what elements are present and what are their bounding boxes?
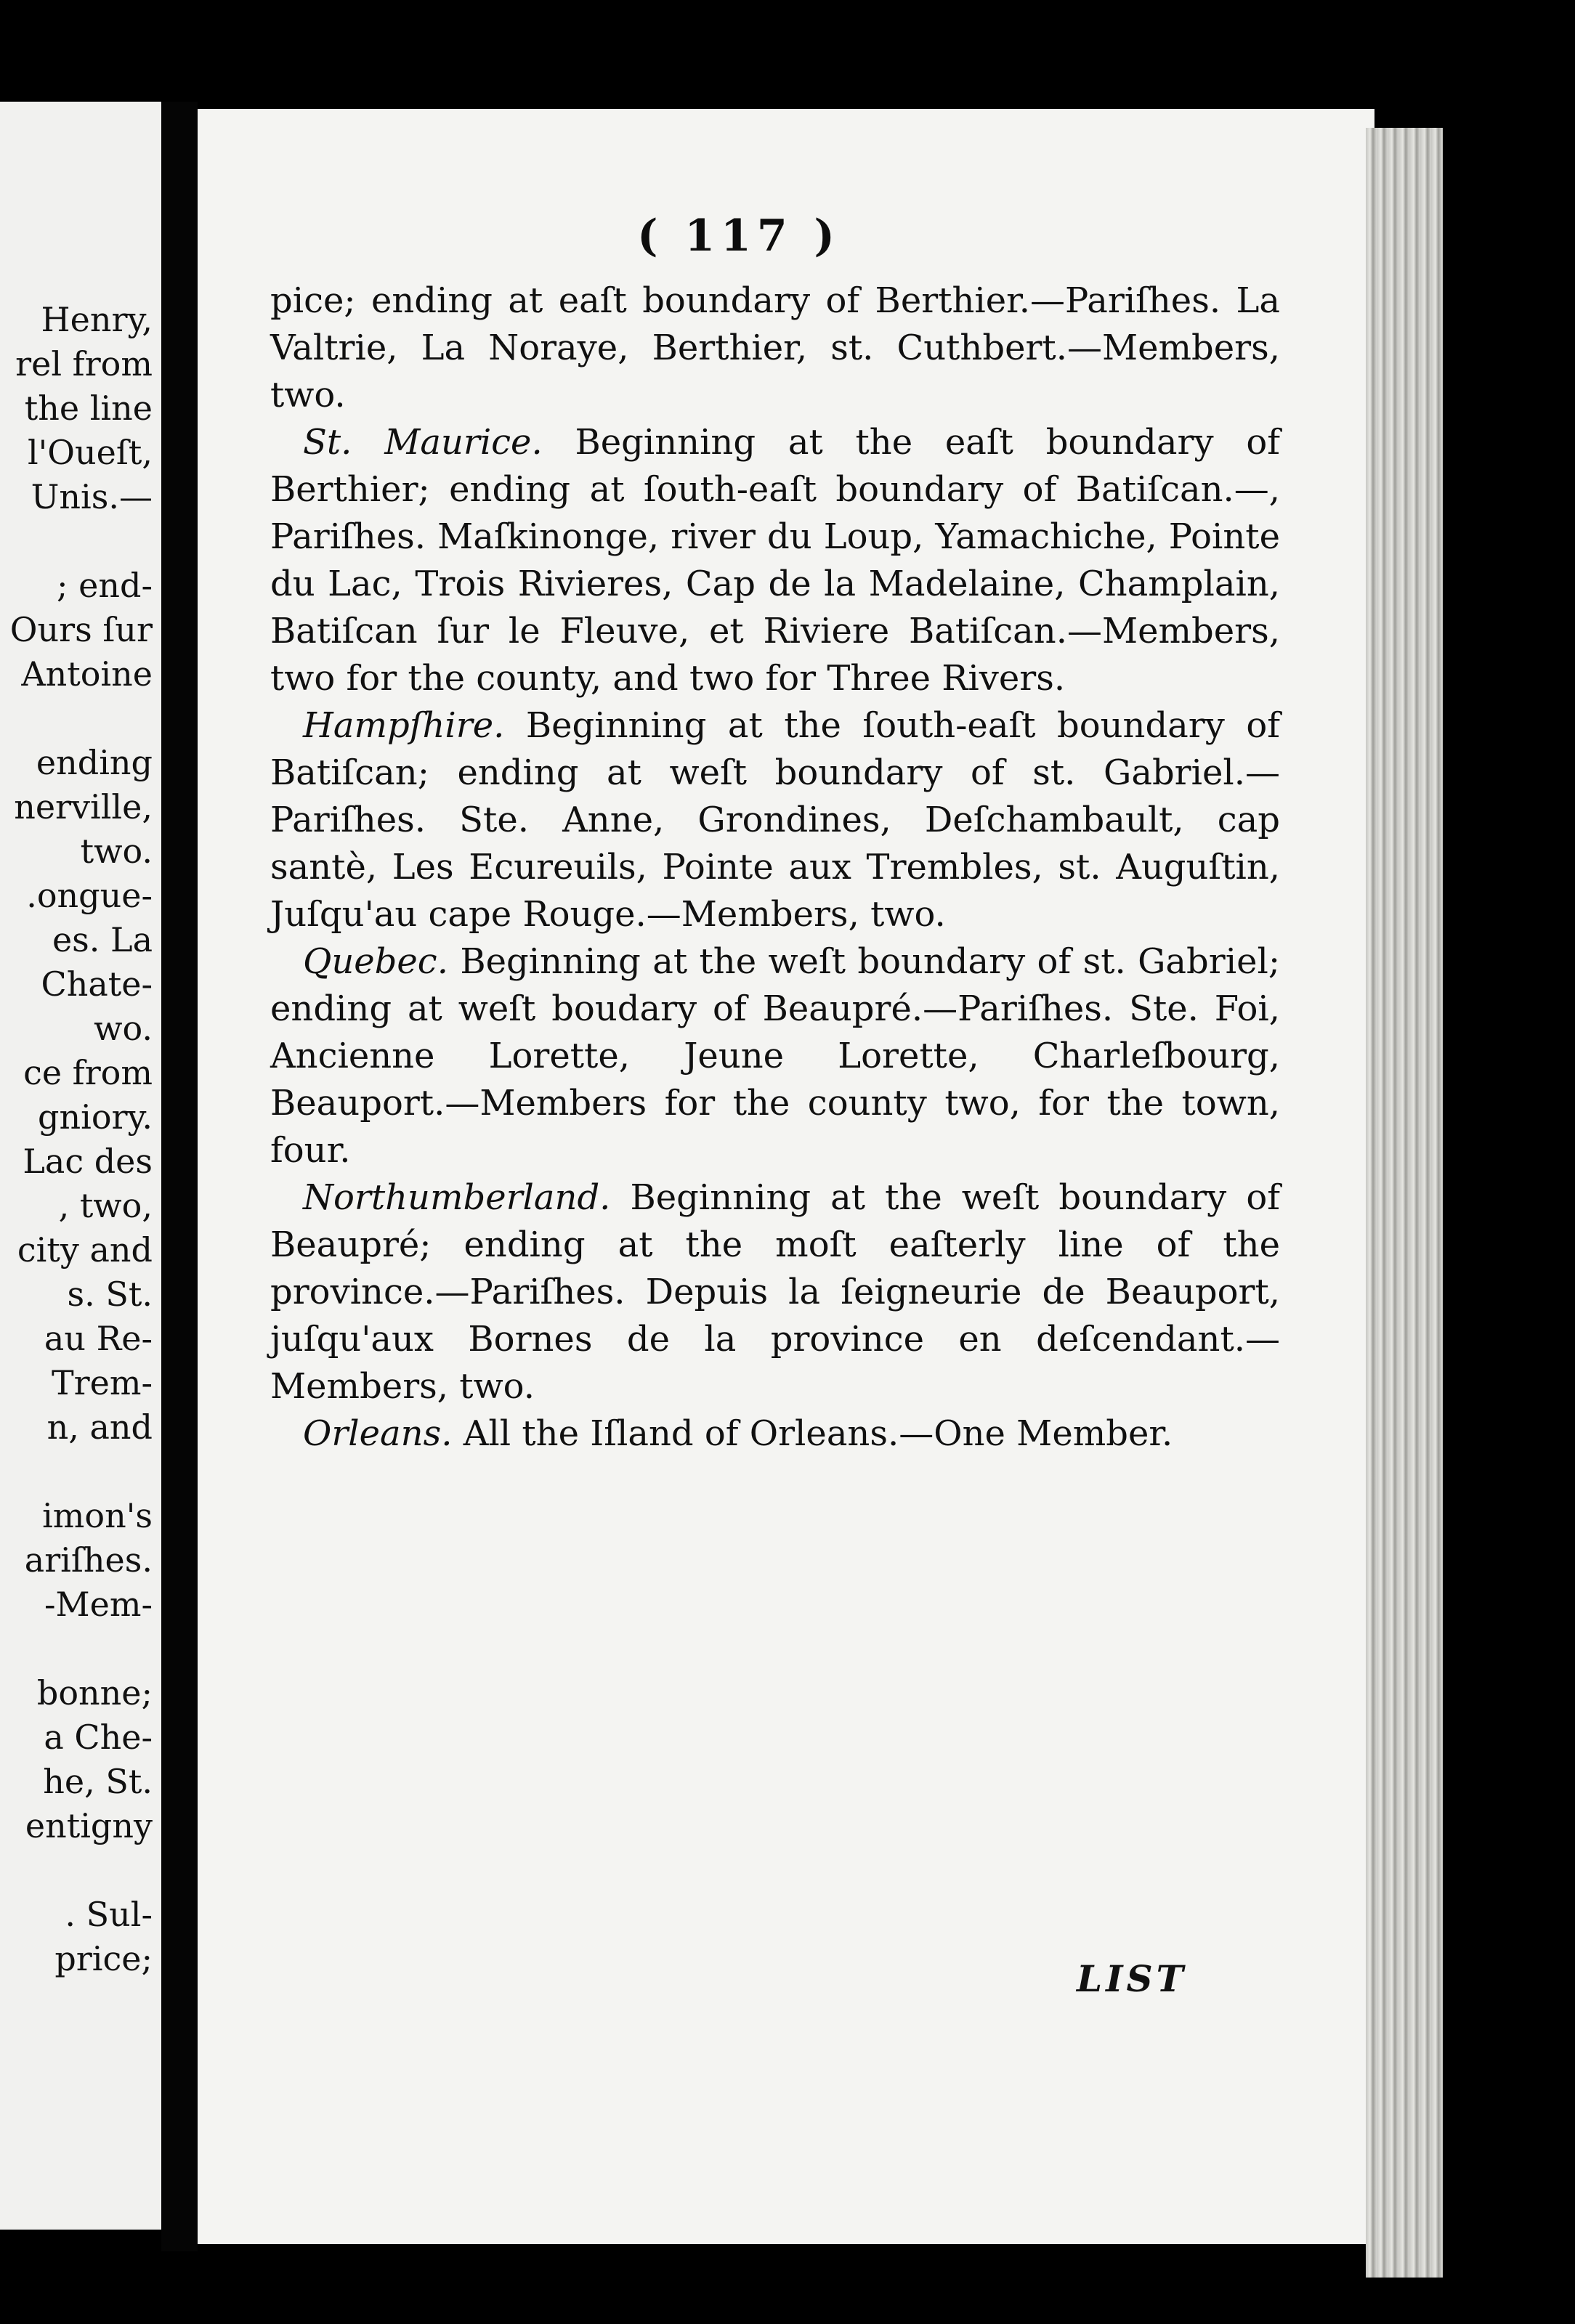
county-paragraph [270, 277, 1280, 419]
left-page-line: ending [36, 743, 153, 782]
left-page-line: bonne; [36, 1673, 153, 1712]
left-page-line [0, 1848, 153, 1893]
county-name: Hampſhire. [303, 705, 505, 746]
left-page-line: he, St. [43, 1762, 153, 1801]
left-page-line: Unis.— [31, 477, 153, 516]
left-page-line: ce from [23, 1053, 153, 1092]
left-page-line: , two, [58, 1186, 153, 1225]
left-page-line: n, and [46, 1407, 153, 1447]
catchword: LIST [1077, 1957, 1187, 2000]
paragraph-text: Beginning at the weſt boundary of Beaupré; ending at the moſt eaſterly line of the province.—Pariſhes. Depuis la ſeigneurie de Beauport, juſqu'aux Bornes de la province en deſcendant.—Members, two. [270, 1177, 1281, 1407]
left-page-line: Lac des [23, 1142, 153, 1181]
county-paragraph [270, 938, 1280, 1174]
left-page-line: Antoine [21, 654, 153, 694]
left-page-line: .ongue- [26, 876, 153, 915]
county-name: St. Maurice. [303, 422, 543, 463]
left-page-line: two. [80, 832, 153, 871]
left-page-line [0, 519, 153, 564]
county-paragraph [270, 1174, 1280, 1410]
left-page-text [0, 298, 153, 1981]
left-page-line: s. St. [67, 1275, 153, 1314]
left-page-line: entigny [25, 1806, 153, 1845]
county-paragraph [270, 702, 1280, 938]
county-name: Northumberland. [303, 1177, 611, 1218]
left-page-line [0, 1450, 153, 1494]
left-page-line: a Che- [44, 1718, 153, 1757]
paragraph-text: All the Iſland of Orleans.—One Member. [463, 1413, 1173, 1454]
left-page-line: rel from [15, 344, 153, 383]
paragraph-text: Beginning at the ſouth-eaſt boundary of Batiſcan; ending at weſt boundary of st. Gabriel.—Pariſhes. Ste. Anne, Grondines, Deſchambault, cap santè, Les Ecureuils, Pointe aux Trembles, st. Auguſtin, Juſqu'au cape Rouge.—Members, two. [270, 705, 1281, 935]
left-page-line [0, 696, 153, 741]
left-page-line: -Mem- [44, 1585, 153, 1624]
left-page-line: wo. [94, 1009, 153, 1048]
paragraph-text: Beginning at the weſt boundary of st. Gabriel; ending at weſt boudary of Beaupré.—Pariſhes. Ste. Foi, Ancienne Lorette, Jeune Lorette, Charleſbourg, Beauport.—Members for the county two, for the town, four. [270, 941, 1281, 1171]
left-page-line: the line [24, 389, 153, 428]
left-facing-page [0, 102, 161, 2230]
paragraph-text: Beginning at the eaſt boundary of Berthier; ending at ſouth-eaſt boundary of Batiſcan.—, Pariſhes. Maſkinonge, river du Loup, Yamachiche, Pointe du Lac, Trois Rivieres, Cap de la Madelaine, Champlain, Batiſcan ſur le Fleuve, et Riviere Batiſcan.—Members, two for the county, and two for Three Rivers. [270, 422, 1280, 699]
county-paragraph [270, 1410, 1280, 1458]
left-page-line: . Sul- [65, 1895, 153, 1934]
left-page-line: price; [54, 1939, 153, 1978]
left-page-line: Chate- [41, 964, 153, 1004]
left-page-line: gniory. [38, 1097, 153, 1137]
left-page-line: l'Oueſt, [27, 433, 153, 472]
county-paragraph [270, 419, 1280, 702]
left-page-line [0, 1627, 153, 1671]
page-body [270, 277, 1280, 1458]
paragraph-text: pice; ending at eaſt boundary of Berthier.—Pariſhes. La Valtrie, La Noraye, Berthier, st. Cuthbert.—Members, two. [270, 280, 1280, 415]
left-page-line: Trem- [51, 1363, 153, 1402]
page-edges [1366, 128, 1443, 2278]
left-page-line: Ours ſur [9, 610, 153, 649]
left-page-line: imon's [42, 1496, 153, 1535]
county-name: Orleans. [303, 1413, 453, 1454]
county-name: Quebec. [303, 941, 448, 982]
left-page-line: ariſhes. [24, 1540, 153, 1580]
left-page-line: au Re- [44, 1319, 153, 1358]
book-gutter [161, 102, 198, 2251]
left-page-line: nerville, [14, 787, 153, 826]
left-page-line: Henry, [41, 300, 153, 339]
left-page-line: city and [17, 1230, 153, 1269]
left-page-line: es. La [52, 920, 153, 959]
left-page-line: ; end- [57, 566, 153, 605]
page-number: ( 117 ) [637, 211, 841, 261]
right-page [198, 109, 1374, 2244]
